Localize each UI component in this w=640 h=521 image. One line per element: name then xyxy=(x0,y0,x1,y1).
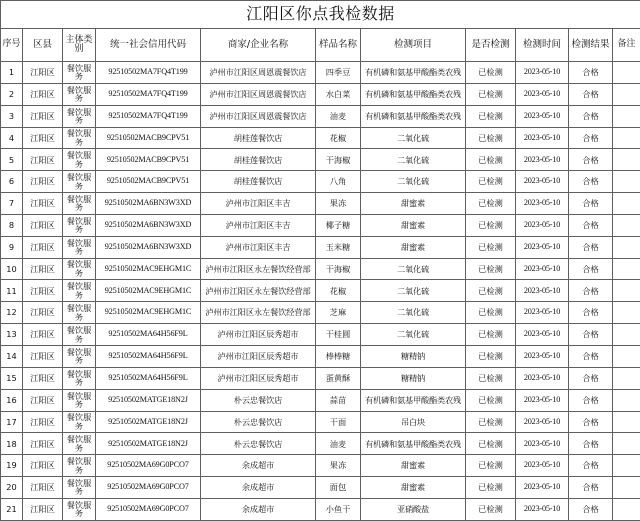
cell-type: 餐饮服务 xyxy=(63,498,96,520)
cell-merchant: 泸州市江阳区周恩震餐饮店 xyxy=(201,83,316,105)
cell-district: 江阳区 xyxy=(23,498,63,520)
cell-note xyxy=(613,498,640,520)
table-row[interactable] xyxy=(1,127,640,149)
table-row[interactable] xyxy=(1,83,640,105)
cell-type: 餐饮服务 xyxy=(63,345,96,367)
cell-index: 10 xyxy=(1,258,23,280)
cell-result: 合格 xyxy=(569,127,613,149)
cell-sample: 花椒 xyxy=(316,127,361,149)
cell-sample: 干面 xyxy=(316,411,361,433)
cell-note xyxy=(613,105,640,127)
cell-result: 合格 xyxy=(569,411,613,433)
cell-sample: 花椒 xyxy=(316,280,361,302)
cell-type: 餐饮服务 xyxy=(63,455,96,477)
cell-date: 2023-05-10 xyxy=(516,171,569,193)
cell-result: 合格 xyxy=(569,455,613,477)
cell-result: 合格 xyxy=(569,105,613,127)
cell-result: 合格 xyxy=(569,367,613,389)
table-row[interactable] xyxy=(1,324,640,346)
cell-type: 餐饮服务 xyxy=(63,411,96,433)
cell-date: 2023-05-10 xyxy=(516,280,569,302)
cell-sample: 果冻 xyxy=(316,193,361,215)
cell-code: 92510502MA7FQ4T199 xyxy=(96,105,201,127)
cell-item: 有机磷和氨基甲酸酯类农残 xyxy=(361,105,466,127)
cell-item: 二氧化硫 xyxy=(361,127,466,149)
cell-type: 餐饮服务 xyxy=(63,127,96,149)
cell-index: 5 xyxy=(1,149,23,171)
cell-district: 江阳区 xyxy=(23,149,63,171)
cell-index: 7 xyxy=(1,193,23,215)
cell-index: 4 xyxy=(1,127,23,149)
cell-code: 92510502MA69G0PCO7 xyxy=(96,477,201,499)
cell-result: 合格 xyxy=(569,149,613,171)
cell-note xyxy=(613,258,640,280)
table-row[interactable] xyxy=(1,411,640,433)
cell-item: 有机磷和氨基甲酸酯类农残 xyxy=(361,433,466,455)
cell-sample: 八角 xyxy=(316,171,361,193)
cell-district: 江阳区 xyxy=(23,171,63,193)
cell-sample: 蛋黄酥 xyxy=(316,367,361,389)
cell-merchant: 朴云忠餐饮店 xyxy=(201,433,316,455)
cell-result: 合格 xyxy=(569,83,613,105)
cell-index: 12 xyxy=(1,302,23,324)
cell-date: 2023-05-10 xyxy=(516,193,569,215)
cell-item: 二氧化硫 xyxy=(361,302,466,324)
cell-district: 江阳区 xyxy=(23,105,63,127)
cell-item: 糖精钠 xyxy=(361,345,466,367)
table-row[interactable] xyxy=(1,171,640,193)
cell-district: 江阳区 xyxy=(23,433,63,455)
cell-merchant: 胡桂莲餐饮店 xyxy=(201,149,316,171)
column-district-header: 区县 xyxy=(23,29,63,62)
cell-note xyxy=(613,345,640,367)
cell-item: 二氧化硫 xyxy=(361,280,466,302)
table-row[interactable] xyxy=(1,477,640,499)
cell-item: 甜蜜素 xyxy=(361,214,466,236)
cell-note xyxy=(613,455,640,477)
column-note-header: 备注 xyxy=(613,29,640,62)
cell-result: 合格 xyxy=(569,193,613,215)
column-merchant-header: 商家/企业名称 xyxy=(201,29,316,62)
cell-date: 2023-05-10 xyxy=(516,258,569,280)
cell-date: 2023-05-10 xyxy=(516,433,569,455)
cell-sample: 小鱼干 xyxy=(316,498,361,520)
cell-tested: 已检测 xyxy=(466,324,516,346)
cell-type: 餐饮服务 xyxy=(63,302,96,324)
cell-item: 吊白块 xyxy=(361,411,466,433)
cell-merchant: 胡桂莲餐饮店 xyxy=(201,171,316,193)
cell-merchant: 泸州市江阳区永左餐饮经营部 xyxy=(201,302,316,324)
cell-tested: 已检测 xyxy=(466,149,516,171)
cell-sample: 椰子糖 xyxy=(316,214,361,236)
cell-date: 2023-05-10 xyxy=(516,498,569,520)
cell-date: 2023-05-10 xyxy=(516,367,569,389)
cell-merchant: 泸州市江阳区丰吉 xyxy=(201,236,316,258)
cell-type: 餐饮服务 xyxy=(63,280,96,302)
cell-merchant: 泸州市江阳区辰秀超市 xyxy=(201,324,316,346)
table-row[interactable] xyxy=(1,345,640,367)
column-test-result-header: 检测结果 xyxy=(569,29,613,62)
cell-result: 合格 xyxy=(569,324,613,346)
cell-tested: 已检测 xyxy=(466,62,516,84)
column-is-tested-header: 是否检测 xyxy=(466,29,516,62)
cell-tested: 已检测 xyxy=(466,105,516,127)
cell-type: 餐饮服务 xyxy=(63,389,96,411)
cell-sample: 干海椒 xyxy=(316,258,361,280)
cell-result: 合格 xyxy=(569,498,613,520)
cell-date: 2023-05-10 xyxy=(516,302,569,324)
cell-item: 有机磷和氨基甲酸酯类农残 xyxy=(361,389,466,411)
cell-tested: 已检测 xyxy=(466,258,516,280)
cell-item: 有机磷和氨基甲酸酯类农残 xyxy=(361,62,466,84)
cell-district: 江阳区 xyxy=(23,367,63,389)
cell-date: 2023-05-10 xyxy=(516,345,569,367)
cell-code: 92510502MA69G0PCO7 xyxy=(96,455,201,477)
cell-index: 6 xyxy=(1,171,23,193)
cell-merchant: 泸州市江阳区永左餐饮经营部 xyxy=(201,280,316,302)
cell-merchant: 泸州市江阳区永左餐饮经营部 xyxy=(201,258,316,280)
cell-index: 21 xyxy=(1,498,23,520)
cell-date: 2023-05-10 xyxy=(516,149,569,171)
cell-index: 11 xyxy=(1,280,23,302)
table-row[interactable] xyxy=(1,389,640,411)
table-row[interactable] xyxy=(1,62,640,84)
cell-result: 合格 xyxy=(569,236,613,258)
cell-tested: 已检测 xyxy=(466,389,516,411)
cell-note xyxy=(613,324,640,346)
cell-code: 92510502MA69G0PCO7 xyxy=(96,498,201,520)
cell-district: 江阳区 xyxy=(23,214,63,236)
cell-tested: 已检测 xyxy=(466,193,516,215)
cell-sample: 干桂圆 xyxy=(316,324,361,346)
cell-type: 餐饮服务 xyxy=(63,62,96,84)
cell-tested: 已检测 xyxy=(466,367,516,389)
cell-merchant: 余成超市 xyxy=(201,477,316,499)
cell-merchant: 余成超市 xyxy=(201,455,316,477)
cell-type: 餐饮服务 xyxy=(63,477,96,499)
cell-sample: 蒜苗 xyxy=(316,389,361,411)
column-test-item-header: 检测项目 xyxy=(361,29,466,62)
cell-note xyxy=(613,171,640,193)
cell-tested: 已检测 xyxy=(466,236,516,258)
cell-item: 二氧化硫 xyxy=(361,258,466,280)
cell-merchant: 朴云忠餐饮店 xyxy=(201,389,316,411)
cell-code: 92510502MA64H56F9L xyxy=(96,345,201,367)
cell-note xyxy=(613,389,640,411)
cell-district: 江阳区 xyxy=(23,324,63,346)
cell-code: 92510502MACB9CPV51 xyxy=(96,127,201,149)
cell-date: 2023-05-10 xyxy=(516,411,569,433)
cell-code: 92510502MA7FQ4T199 xyxy=(96,62,201,84)
cell-code: 92510502MACB9CPV51 xyxy=(96,171,201,193)
cell-item: 亚硝酸盐 xyxy=(361,498,466,520)
cell-merchant: 朴云忠餐饮店 xyxy=(201,411,316,433)
cell-note xyxy=(613,236,640,258)
cell-date: 2023-05-10 xyxy=(516,455,569,477)
cell-tested: 已检测 xyxy=(466,127,516,149)
table-row[interactable] xyxy=(1,498,640,520)
table-row[interactable] xyxy=(1,214,640,236)
cell-type: 餐饮服务 xyxy=(63,258,96,280)
column-credit-code-header: 统一社会信用代码 xyxy=(96,29,201,62)
cell-sample: 面包 xyxy=(316,477,361,499)
cell-note xyxy=(613,302,640,324)
cell-sample: 芝麻 xyxy=(316,302,361,324)
cell-note xyxy=(613,62,640,84)
cell-index: 9 xyxy=(1,236,23,258)
cell-note xyxy=(613,280,640,302)
cell-type: 餐饮服务 xyxy=(63,367,96,389)
cell-sample: 棒棒糖 xyxy=(316,345,361,367)
cell-index: 20 xyxy=(1,477,23,499)
cell-merchant: 泸州市江阳区丰吉 xyxy=(201,214,316,236)
cell-index: 15 xyxy=(1,367,23,389)
cell-code: 92510502MAC9EHGM1C xyxy=(96,258,201,280)
cell-sample: 油麦 xyxy=(316,105,361,127)
cell-index: 1 xyxy=(1,62,23,84)
cell-district: 江阳区 xyxy=(23,280,63,302)
cell-item: 糖精钠 xyxy=(361,367,466,389)
cell-sample: 果冻 xyxy=(316,455,361,477)
column-sample-name-header: 样品名称 xyxy=(316,29,361,62)
cell-type: 餐饮服务 xyxy=(63,105,96,127)
cell-type: 餐饮服务 xyxy=(63,324,96,346)
table-row[interactable] xyxy=(1,236,640,258)
cell-merchant: 余成超市 xyxy=(201,498,316,520)
cell-item: 甜蜜素 xyxy=(361,477,466,499)
table-row[interactable] xyxy=(1,258,640,280)
table-row[interactable] xyxy=(1,193,640,215)
cell-result: 合格 xyxy=(569,345,613,367)
cell-code: 92510502MA7FQ4T199 xyxy=(96,83,201,105)
cell-type: 餐饮服务 xyxy=(63,214,96,236)
cell-district: 江阳区 xyxy=(23,477,63,499)
cell-item: 二氧化硫 xyxy=(361,324,466,346)
cell-code: 92510502MATGE18N2J xyxy=(96,433,201,455)
cell-district: 江阳区 xyxy=(23,83,63,105)
cell-district: 江阳区 xyxy=(23,345,63,367)
table-body xyxy=(1,1,640,521)
cell-date: 2023-05-10 xyxy=(516,236,569,258)
cell-index: 8 xyxy=(1,214,23,236)
cell-district: 江阳区 xyxy=(23,455,63,477)
cell-note xyxy=(613,193,640,215)
cell-sample: 四季豆 xyxy=(316,62,361,84)
cell-merchant: 泸州市江阳区丰吉 xyxy=(201,193,316,215)
table-header-row xyxy=(1,29,640,62)
table-row[interactable] xyxy=(1,302,640,324)
cell-index: 3 xyxy=(1,105,23,127)
cell-result: 合格 xyxy=(569,280,613,302)
cell-index: 18 xyxy=(1,433,23,455)
cell-district: 江阳区 xyxy=(23,389,63,411)
cell-tested: 已检测 xyxy=(466,411,516,433)
cell-merchant: 泸州市江阳区周恩震餐饮店 xyxy=(201,105,316,127)
cell-district: 江阳区 xyxy=(23,411,63,433)
cell-district: 江阳区 xyxy=(23,236,63,258)
table-row[interactable] xyxy=(1,280,640,302)
cell-index: 16 xyxy=(1,389,23,411)
cell-merchant: 胡桂莲餐饮店 xyxy=(201,127,316,149)
cell-note xyxy=(613,83,640,105)
cell-result: 合格 xyxy=(569,433,613,455)
cell-date: 2023-05-10 xyxy=(516,214,569,236)
cell-note xyxy=(613,149,640,171)
cell-type: 餐饮服务 xyxy=(63,83,96,105)
cell-result: 合格 xyxy=(569,171,613,193)
cell-code: 92510502MAC9EHGM1C xyxy=(96,302,201,324)
cell-tested: 已检测 xyxy=(466,302,516,324)
cell-result: 合格 xyxy=(569,258,613,280)
cell-type: 餐饮服务 xyxy=(63,171,96,193)
cell-result: 合格 xyxy=(569,389,613,411)
cell-date: 2023-05-10 xyxy=(516,324,569,346)
cell-type: 餐饮服务 xyxy=(63,149,96,171)
cell-date: 2023-05-10 xyxy=(516,477,569,499)
cell-item: 甜蜜素 xyxy=(361,236,466,258)
cell-merchant: 泸州市江阳区辰秀超市 xyxy=(201,345,316,367)
cell-item: 甜蜜素 xyxy=(361,455,466,477)
cell-item: 有机磷和氨基甲酸酯类农残 xyxy=(361,83,466,105)
cell-type: 餐饮服务 xyxy=(63,193,96,215)
cell-note xyxy=(613,411,640,433)
cell-date: 2023-05-10 xyxy=(516,389,569,411)
cell-result: 合格 xyxy=(569,62,613,84)
cell-district: 江阳区 xyxy=(23,258,63,280)
cell-district: 江阳区 xyxy=(23,302,63,324)
cell-result: 合格 xyxy=(569,477,613,499)
cell-index: 2 xyxy=(1,83,23,105)
cell-tested: 已检测 xyxy=(466,455,516,477)
cell-result: 合格 xyxy=(569,302,613,324)
cell-tested: 已检测 xyxy=(466,214,516,236)
cell-date: 2023-05-10 xyxy=(516,127,569,149)
cell-code: 92510502MATGE18N2J xyxy=(96,389,201,411)
table-row[interactable] xyxy=(1,455,640,477)
cell-tested: 已检测 xyxy=(466,171,516,193)
cell-code: 92510502MAC9EHGM1C xyxy=(96,280,201,302)
cell-tested: 已检测 xyxy=(466,345,516,367)
table-row[interactable] xyxy=(1,433,640,455)
cell-sample: 油麦 xyxy=(316,433,361,455)
cell-item: 二氧化硫 xyxy=(361,149,466,171)
cell-tested: 已检测 xyxy=(466,498,516,520)
column-test-date-header: 检测时间 xyxy=(516,29,569,62)
cell-code: 92510502MA64H56F9L xyxy=(96,367,201,389)
table-row[interactable] xyxy=(1,105,640,127)
cell-code: 92510502MA6BN3W3XD xyxy=(96,214,201,236)
cell-tested: 已检测 xyxy=(466,280,516,302)
cell-note xyxy=(613,214,640,236)
cell-code: 92510502MA6BN3W3XD xyxy=(96,193,201,215)
cell-item: 甜蜜素 xyxy=(361,193,466,215)
cell-index: 13 xyxy=(1,324,23,346)
cell-sample: 玉米糖 xyxy=(316,236,361,258)
cell-date: 2023-05-10 xyxy=(516,83,569,105)
cell-tested: 已检测 xyxy=(466,433,516,455)
cell-note xyxy=(613,477,640,499)
cell-tested: 已检测 xyxy=(466,477,516,499)
cell-district: 江阳区 xyxy=(23,62,63,84)
column-entity-type-header: 主体类别 xyxy=(63,29,96,62)
cell-district: 江阳区 xyxy=(23,127,63,149)
cell-merchant: 泸州市江阳区辰秀超市 xyxy=(201,367,316,389)
cell-code: 92510502MA6BN3W3XD xyxy=(96,236,201,258)
cell-type: 餐饮服务 xyxy=(63,236,96,258)
column-index-header: 序号 xyxy=(1,29,23,62)
cell-result: 合格 xyxy=(569,214,613,236)
cell-code: 92510502MATGE18N2J xyxy=(96,411,201,433)
cell-type: 餐饮服务 xyxy=(63,433,96,455)
page-title: 江阳区你点我检数据 xyxy=(1,1,640,29)
cell-code: 92510502MA64H56F9L xyxy=(96,324,201,346)
cell-index: 14 xyxy=(1,345,23,367)
cell-sample: 水白菜 xyxy=(316,83,361,105)
cell-note xyxy=(613,433,640,455)
cell-sample: 干海椒 xyxy=(316,149,361,171)
cell-date: 2023-05-10 xyxy=(516,62,569,84)
cell-index: 19 xyxy=(1,455,23,477)
table-row[interactable] xyxy=(1,367,640,389)
cell-code: 92510502MACB9CPV51 xyxy=(96,149,201,171)
cell-item: 二氧化硫 xyxy=(361,171,466,193)
cell-date: 2023-05-10 xyxy=(516,105,569,127)
cell-merchant: 泸州市江阳区周恩震餐饮店 xyxy=(201,62,316,84)
cell-index: 17 xyxy=(1,411,23,433)
cell-tested: 已检测 xyxy=(466,83,516,105)
cell-district: 江阳区 xyxy=(23,193,63,215)
cell-note xyxy=(613,367,640,389)
table-row[interactable] xyxy=(1,149,640,171)
cell-note xyxy=(613,127,640,149)
title-row xyxy=(1,1,640,29)
